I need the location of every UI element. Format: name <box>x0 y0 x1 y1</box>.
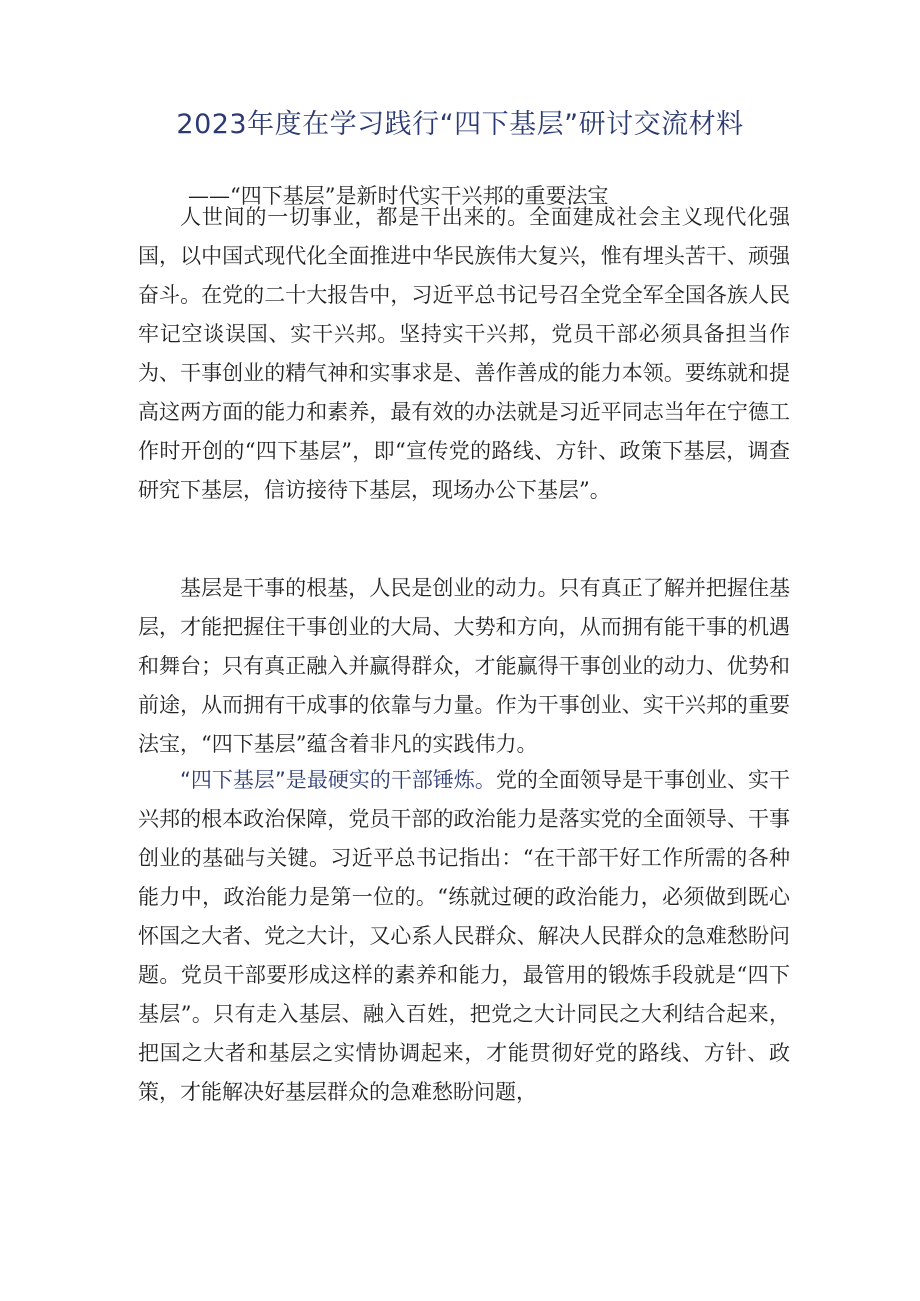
paragraph-1-text: 人世间的一切事业，都是干出来的。全面建成社会主义现代化强国，以中国式现代化全面推进中华民族伟大复兴，惟有埋头苦干、顽强奋斗。在党的二十大报告中，习近平总书记号召全党全军全国各族人民牢记空谈误国、实干兴邦。坚持实干兴邦，党员干部必须具备担当作为、干事创业的精气神和实事求是、善作善成的能力本领。要练就和提高这两方面的能力和素养，最有效的办法就是习近平同志当年在宁德工作时开创的“四下基层”，即“宣传党的路线、方针、政策下基层，调查研究下基层，信访接待下基层，现场办公下基层”。 <box>138 205 790 502</box>
paragraph-2 <box>138 569 790 764</box>
paragraph-2-text: 基层是干事的根基，人民是创业的动力。只有真正了解并把握住基层，才能把握住干事创业的大局、大势和方向，从而拥有能干事的机遇和舞台；只有真正融入并赢得群众，才能赢得干事创业的动力、优势和前途，从而拥有干成事的依靠与力量。作为干事创业、实干兴邦的重要法宝，“四下基层”蕴含着非凡的实践伟力。 <box>138 576 790 756</box>
paragraph-1 <box>138 198 790 510</box>
document-subtitle: ——“四下基层”是新时代实干兴邦的重要法宝 <box>188 184 609 208</box>
document-title: 2023年度在学习践行“四下基层”研讨交流材料 <box>176 109 744 140</box>
paragraph-3-text: 党的全面领导是干事创业、实干兴邦的根本政治保障，党员干部的政治能力是落实党的全面领导、干事创业的基础与关键。习近平总书记指出：“在干部干好工作所需的各种能力中，政治能力是第一位的。“练就过硬的政治能力，必须做到既心怀国之大者、党之大计，又心系人民群众、解决人民群众的急难愁盼问题。党员干部要形成这样的素养和能力，最管用的锻炼手段就是“四下基层”。只有走入基层、融入百姓，把党之大计同民之大利结合起来，把国之大者和基层之实情协调起来，才能贯彻好党的路线、方针、政策，才能解决好基层群众的急难愁盼问题， <box>138 768 790 1104</box>
paragraph-3-lead: “四下基层”是最硬实的干部锤炼。 <box>180 768 496 792</box>
paragraph-3 <box>138 761 790 1112</box>
